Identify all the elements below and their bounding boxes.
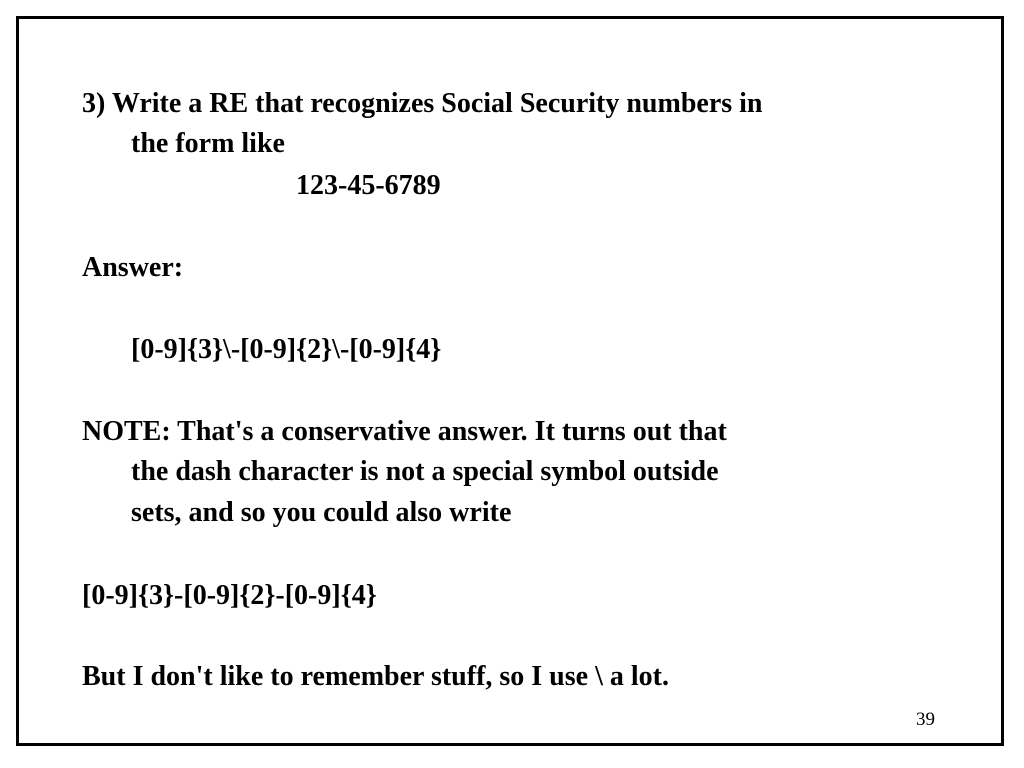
answer-regex: [0-9]{3}\-[0-9]{2}\-[0-9]{4} [131,334,442,365]
question-line-2: the form like [131,128,285,159]
note-line-3: sets, and so you could also write [131,497,512,528]
closing-remark: But I don't like to remember stuff, so I use \ a lot. [82,661,669,692]
example-ssn: 123-45-6789 [296,170,441,201]
alternative-regex: [0-9]{3}-[0-9]{2}-[0-9]{4} [82,580,377,611]
answer-label: Answer: [82,252,184,283]
question-line-1: 3) Write a RE that recognizes Social Security numbers in [82,88,763,119]
slide-frame [16,16,1004,746]
note-line-2: the dash character is not a special symbol outside [131,456,719,487]
note-line-1: NOTE: That's a conservative answer. It turns out that [82,416,727,447]
page-number: 39 [916,709,935,730]
